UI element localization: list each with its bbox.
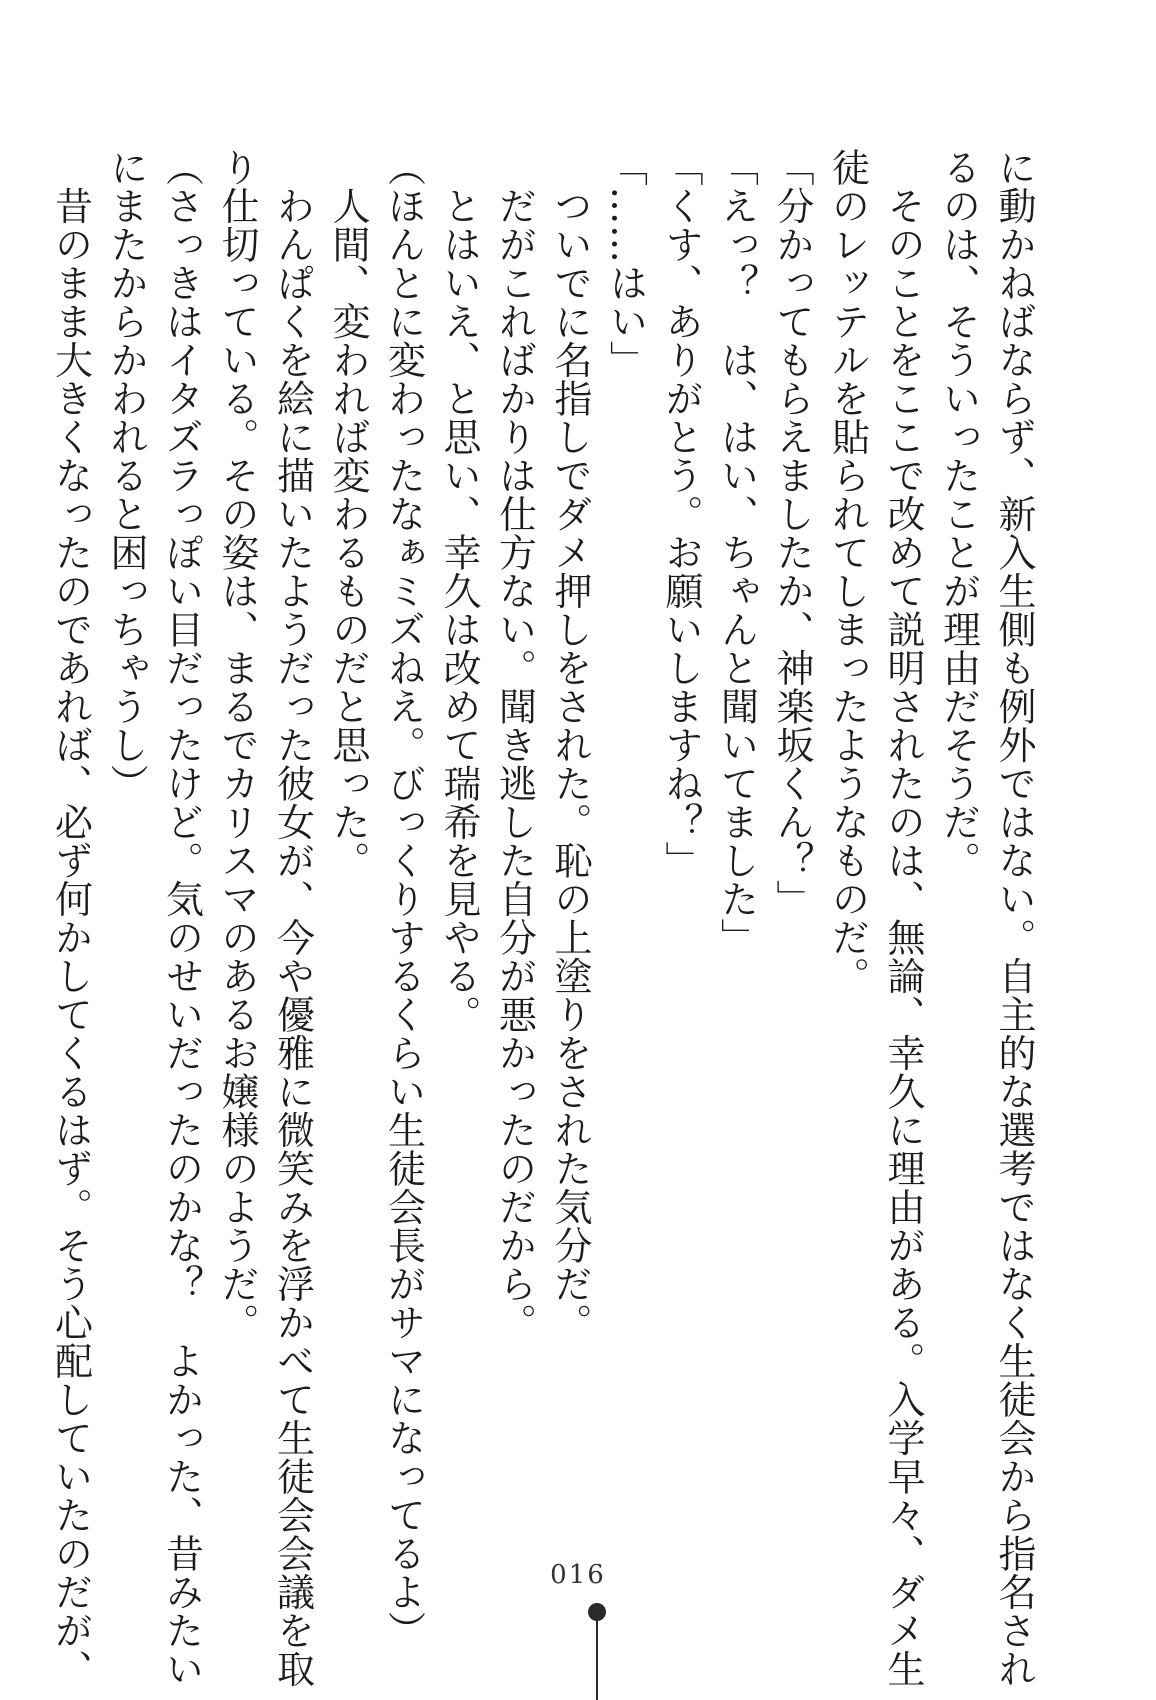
text-line: （さっきはイタズラっぽい目だったけど。気のせいだったのかな？ よかった、昔みたい: [159, 148, 204, 1688]
text-line: 「分かってもらえましたか、神楽坂くん？」: [770, 148, 814, 918]
text-line: わんぱくを絵に描いたようだった彼女が、今や優雅に微笑みを浮かべて生徒会会議を取: [270, 148, 315, 1688]
folio-line-ornament: [596, 1618, 598, 1700]
text-line: ついでに名指しでダメ押しをされた。恥の上塗りをされた気分だ。: [548, 148, 592, 1342]
text-line: だがこればかりは仕方ない。聞き逃した自分が悪かったのだから。: [492, 148, 537, 1342]
text-line: 「……はい」: [603, 148, 648, 379]
text-line: に動かねばならず、新入生側も例外ではない。自主的な選考ではなく生徒会から指名され: [992, 148, 1036, 1688]
text-line: 「くす、ありがとう。お願いしますね？」: [659, 148, 703, 880]
text-line: 昔のまま大きくなったのであれば、必ず何かしてくるはず。そう心配していたのだが、: [48, 148, 93, 1688]
text-line: にまたからかわれると困っちゃうし）: [104, 148, 148, 803]
text-line: 人間、変われば変わるものだと思った。: [326, 148, 370, 880]
text-line: とはいえ、と思い、幸久は改めて瑞希を見やる。: [437, 148, 481, 1034]
text-line: 「えっ？ は、はい、ちゃんと聞いてました」: [714, 148, 759, 957]
text-line: り仕切っている。その姿は、まるでカリスマのあるお嬢様のようだ。: [215, 148, 259, 1342]
page-number: 016: [550, 1560, 606, 1590]
text-line: 徒のレッテルを貼られてしまったようなものだ。: [825, 148, 870, 995]
text-line: （ほんとに変わったなぁミズねえ。びっくりするくらい生徒会長がサマになってるよ）: [381, 148, 426, 1650]
text-line: そのことをここで改めて説明されたのは、無論、幸久に理由がある。入学早々、ダメ生: [881, 148, 925, 1688]
text-line: るのは、そういったことが理由だそうだ。: [936, 148, 981, 880]
